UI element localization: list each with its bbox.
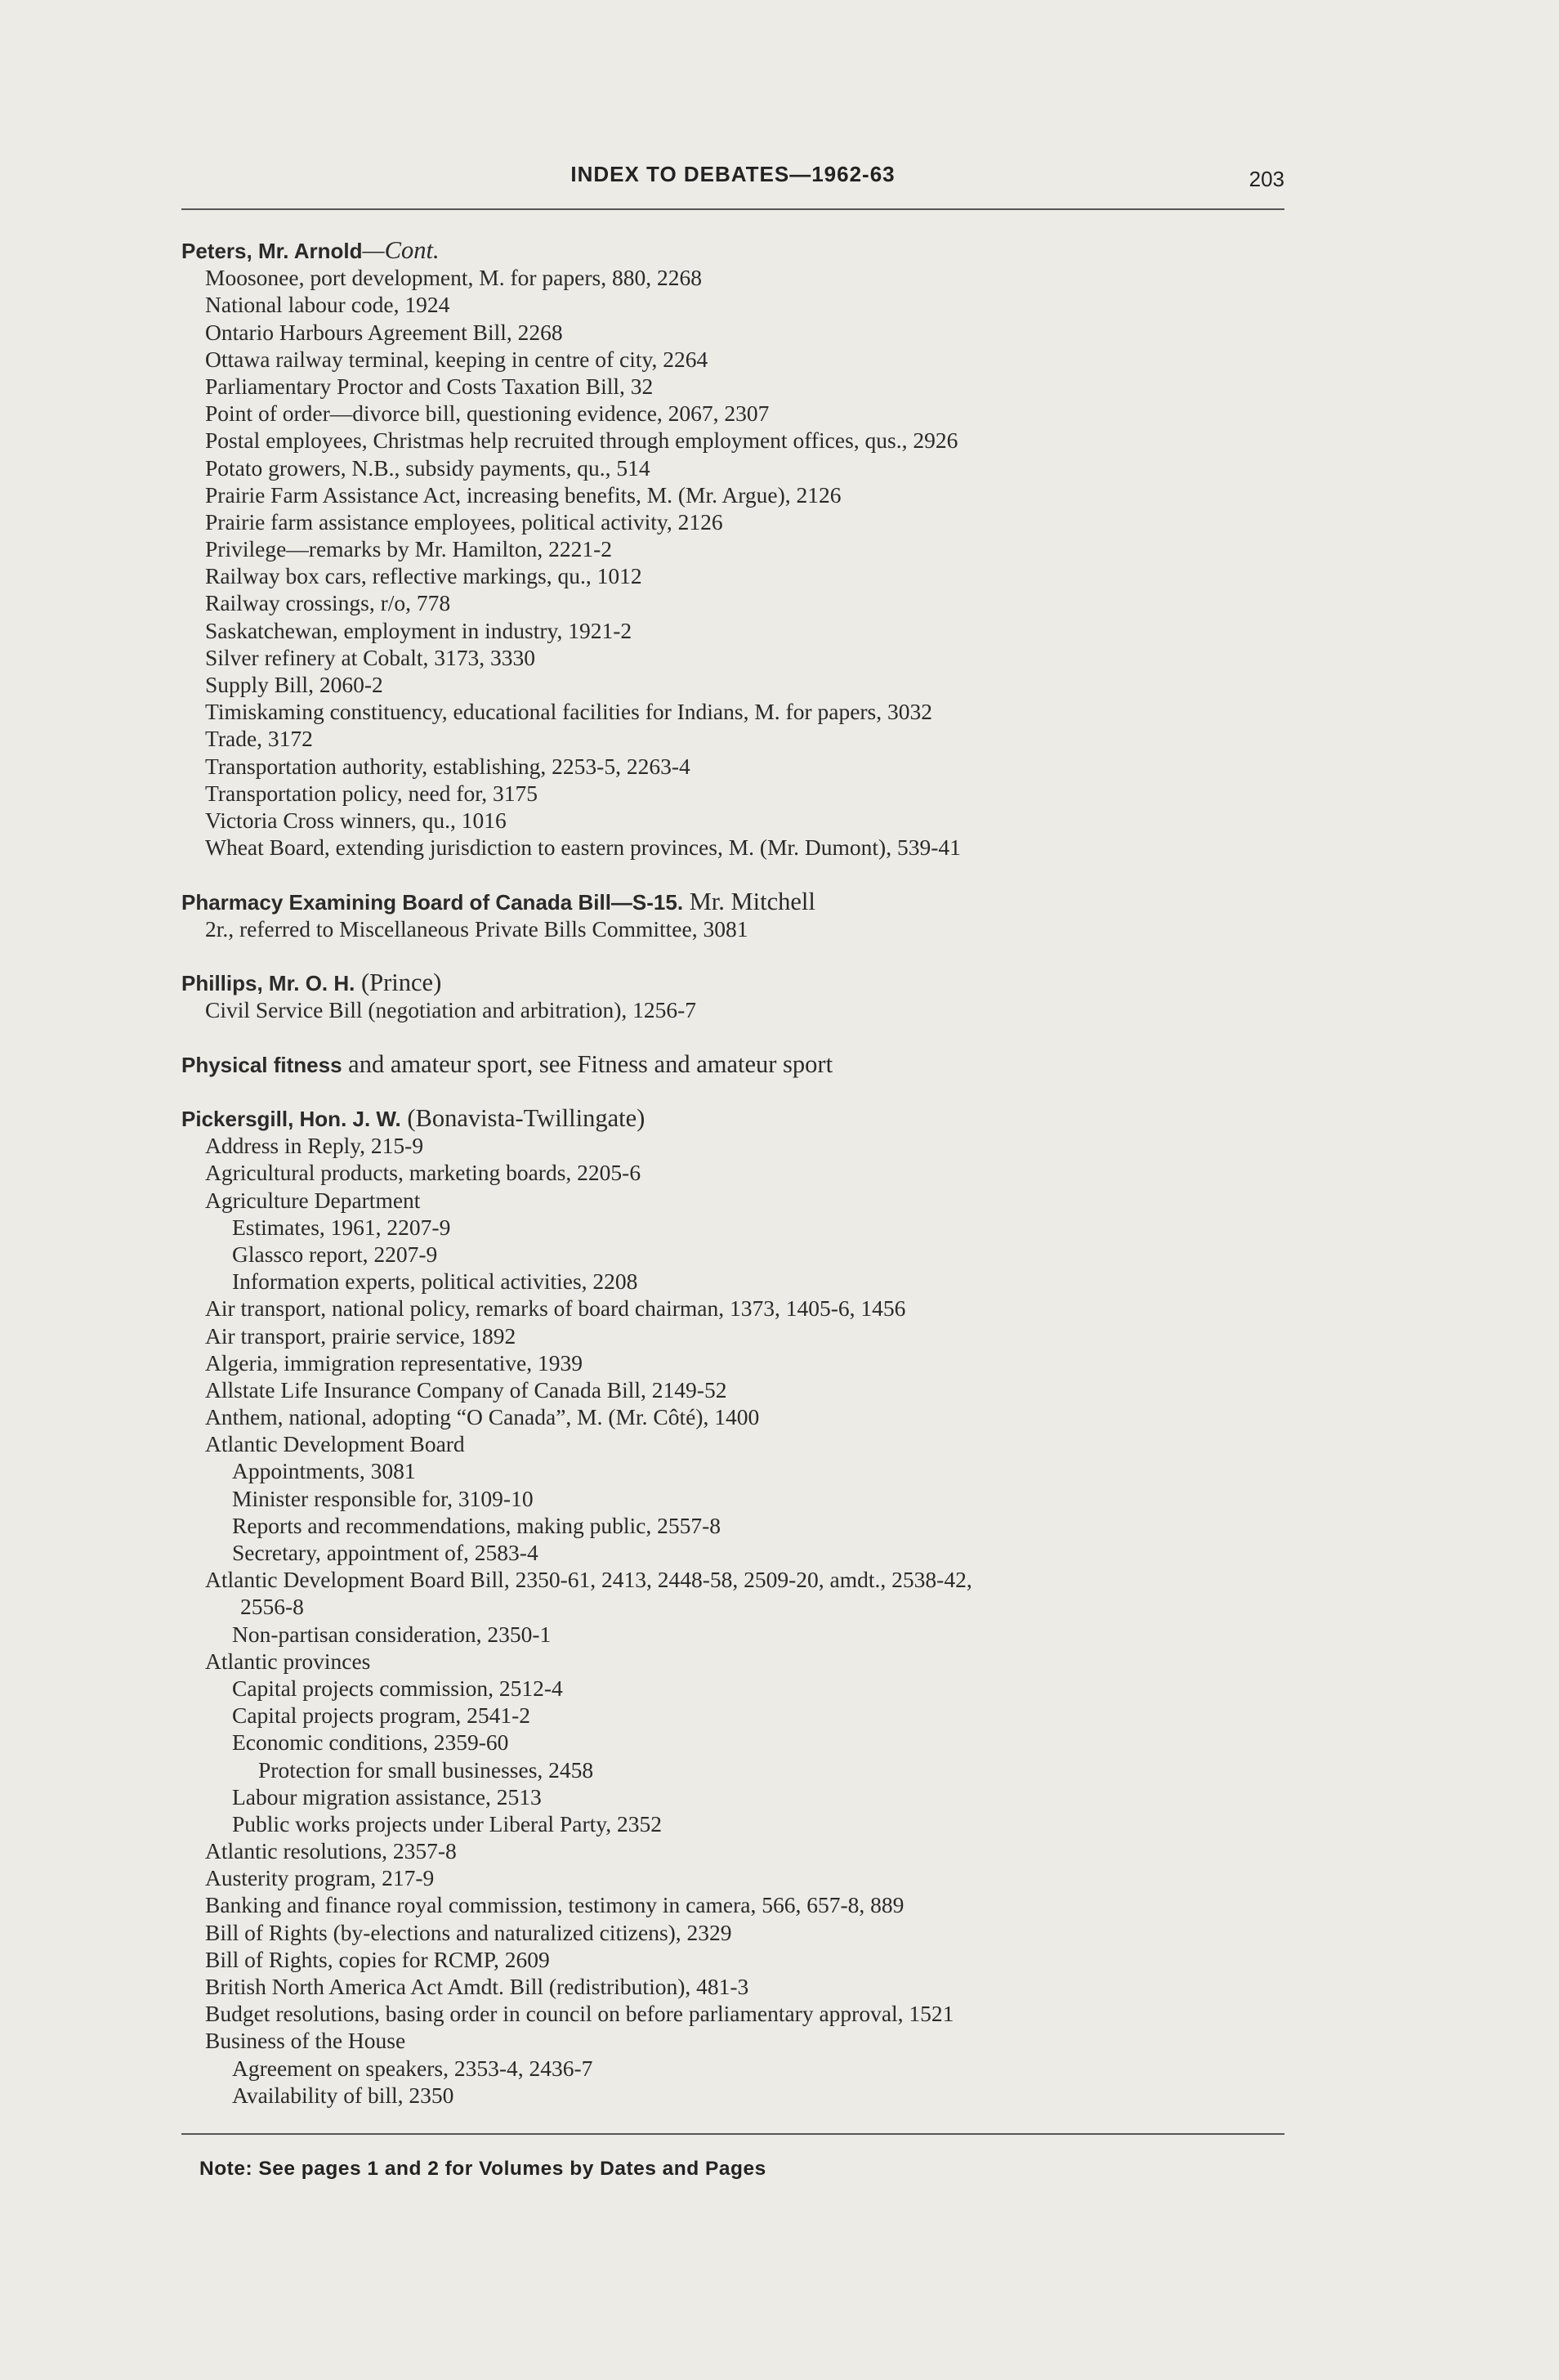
index-line: Banking and finance royal commission, testimony in camera, 566, 657-8, 889 [205, 1892, 905, 1918]
index-line: Ontario Harbours Agreement Bill, 2268 [205, 319, 563, 345]
index-line: Transportation policy, need for, 3175 [205, 780, 538, 806]
index-line: Trade, 3172 [205, 726, 313, 752]
index-line: Secretary, appointment of, 2583-4 [232, 1540, 538, 1565]
index-content [181, 237, 1309, 2136]
index-line: Availability of bill, 2350 [232, 2082, 454, 2108]
entry-heading-name: Physical fitness [181, 1052, 342, 1077]
entry-heading-detail: and amateur sport, see Fitness and amateur sport [342, 1049, 833, 1078]
index-line: Atlantic provinces [205, 1648, 371, 1674]
index-entry [181, 888, 1309, 942]
index-line: Atlantic Development Board [205, 1431, 465, 1457]
index-line: Civil Service Bill (negotiation and arbitration), 1256-7 [205, 997, 697, 1023]
index-line: Capital projects commission, 2512-4 [232, 1675, 563, 1701]
entry-heading-continued: —Cont. [362, 236, 440, 264]
index-line: Railway box cars, reflective markings, qu., 1012 [205, 563, 642, 589]
index-line: Parliamentary Proctor and Costs Taxation Bill, 32 [205, 373, 654, 399]
page-title: INDEX TO DEBATES—1962-63 [570, 162, 896, 186]
entry-heading-name: Phillips, Mr. O. H. [181, 971, 355, 996]
index-line: Air transport, national policy, remarks of board chairman, 1373, 1405-6, 1456 [205, 1295, 906, 1322]
index-line: Atlantic Development Board Bill, 2350-61, 2413, 2448-58, 2509-20, amdt., 2538-42, [205, 1567, 972, 1593]
page-number: 203 [1249, 167, 1284, 191]
index-line: Moosonee, port development, M. for papers, 880, 2268 [205, 265, 702, 291]
index-line: Ottawa railway terminal, keeping in centre of city, 2264 [205, 346, 708, 372]
entry-heading-detail: (Bonavista-Twillingate) [400, 1104, 645, 1132]
index-line: Postal employees, Christmas help recruited through employment offices, qus., 2926 [205, 427, 958, 454]
index-line: Glassco report, 2207-9 [232, 1241, 438, 1267]
index-line: Agreement on speakers, 2353-4, 2436-7 [232, 2055, 593, 2081]
index-line: Victoria Cross winners, qu., 1016 [205, 807, 507, 833]
entry-heading-detail: Mr. Mitchell [683, 887, 815, 915]
index-line: Privilege—remarks by Mr. Hamilton, 2221-2 [205, 536, 612, 562]
index-line: Agricultural products, marketing boards, 2205-6 [205, 1160, 641, 1186]
index-line: Algeria, immigration representative, 1939 [205, 1349, 583, 1376]
index-line: Public works projects under Liberal Party, 2352 [232, 1810, 662, 1836]
index-line: Supply Bill, 2060-2 [205, 672, 383, 697]
header-rule [181, 208, 1284, 210]
page-header [181, 157, 1284, 206]
index-line: Labour migration assistance, 2513 [232, 1783, 542, 1810]
index-line: Capital projects program, 2541-2 [232, 1702, 531, 1729]
index-line: Estimates, 1961, 2207-9 [232, 1214, 451, 1240]
index-line: Non-partisan consideration, 2350-1 [232, 1621, 552, 1647]
entry-heading [181, 1051, 1309, 1078]
index-line: 2556-8 [240, 1594, 304, 1620]
index-line: Railway crossings, r/o, 778 [205, 590, 451, 616]
entry-heading-name: Pharmacy Examining Board of Canada Bill—S-15. [181, 889, 684, 915]
index-line: Silver refinery at Cobalt, 3173, 3330 [205, 644, 536, 670]
index-line: Timiskaming constituency, educational facilities for Indians, M. for papers, 3032 [205, 699, 933, 725]
index-line: Protection for small businesses, 2458 [258, 1756, 594, 1783]
entry-heading-detail: (Prince) [355, 969, 442, 997]
index-line: Bill of Rights, copies for RCMP, 2609 [205, 1946, 550, 1972]
index-line: 2r., referred to Miscellaneous Private Bills Committee, 3081 [205, 915, 748, 942]
index-line: Business of the House [205, 2028, 406, 2054]
index-line: Saskatchewan, employment in industry, 1921-2 [205, 617, 632, 643]
index-line: Economic conditions, 2359-60 [232, 1729, 509, 1756]
index-entry [181, 969, 1309, 1023]
index-line: Bill of Rights (by-elections and naturalized citizens), 2329 [205, 1919, 732, 1945]
index-line: Prairie Farm Assistance Act, increasing benefits, M. (Mr. Argue), 2126 [205, 481, 842, 508]
entry-heading [181, 237, 1309, 264]
entry-heading-name: Pickersgill, Hon. J. W. [181, 1107, 401, 1131]
index-line: Air transport, prairie service, 1892 [205, 1322, 516, 1349]
index-line: Information experts, political activities, 2208 [232, 1268, 638, 1295]
index-entry [181, 237, 1309, 861]
entry-heading [181, 969, 1309, 996]
entry-heading [181, 888, 1309, 915]
index-line: Anthem, national, adopting “O Canada”, M. (Mr. Côté), 1400 [205, 1404, 760, 1430]
index-line: British North America Act Amdt. Bill (redistribution), 481-3 [205, 1974, 749, 1999]
index-line: Atlantic resolutions, 2357-8 [205, 1838, 457, 1864]
index-line: Minister responsible for, 3109-10 [232, 1485, 534, 1511]
index-line: Potato growers, N.B., subsidy payments, qu., 514 [205, 454, 650, 481]
index-line: Agriculture Department [205, 1187, 421, 1213]
entry-heading-name: Peters, Mr. Arnold [181, 239, 363, 263]
footer-note: Note: See pages 1 and 2 for Volumes by Dates and Pages [199, 2158, 766, 2180]
footer-rule [181, 2133, 1284, 2135]
index-line: Allstate Life Insurance Company of Canada Bill, 2149-52 [205, 1376, 727, 1402]
index-line: Reports and recommendations, making public, 2557-8 [232, 1512, 721, 1538]
index-line: Address in Reply, 215-9 [205, 1133, 424, 1159]
index-line: National labour code, 1924 [205, 292, 450, 318]
index-entry [181, 1105, 1309, 2109]
index-line: Wheat Board, extending jurisdiction to eastern provinces, M. (Mr. Dumont), 539-41 [205, 834, 961, 861]
index-line: Transportation authority, establishing, 2253-5, 2263-4 [205, 753, 690, 779]
index-line: Point of order—divorce bill, questioning evidence, 2067, 2307 [205, 400, 770, 427]
index-line: Prairie farm assistance employees, political activity, 2126 [205, 508, 723, 535]
index-line: Budget resolutions, basing order in council on before parliamentary approval, 1521 [205, 2001, 954, 2027]
entry-heading [181, 1105, 1309, 1132]
index-line: Austerity program, 217-9 [205, 1865, 435, 1891]
index-line: Appointments, 3081 [232, 1458, 416, 1484]
index-entry [181, 1051, 1309, 1078]
